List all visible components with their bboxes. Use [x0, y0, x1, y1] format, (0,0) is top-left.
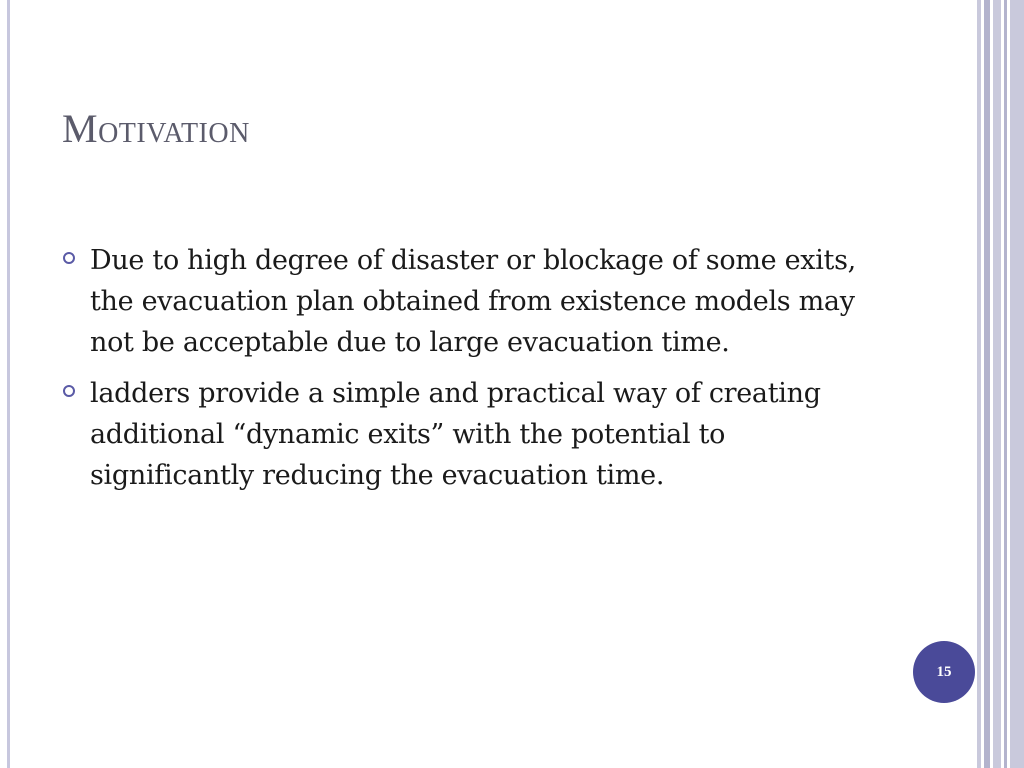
- bullet-item: [62, 373, 882, 496]
- bullet-item: [62, 240, 882, 363]
- right-stripe-4: [1004, 0, 1007, 768]
- right-stripe-5: [1010, 0, 1024, 768]
- bullet-text: Due to high degree of disaster or blockage of some exits, the evacuation plan obtained from existence models may not be acceptable due to large evacuation time.: [90, 245, 856, 358]
- bullet-list: [62, 240, 882, 506]
- bullet-text: ladders provide a simple and practical way of creating additional “dynamic exits” with the potential to significantly reducing the evacuation time.: [90, 378, 821, 491]
- page-number-badge: [913, 641, 975, 703]
- page-number: 15: [936, 663, 952, 680]
- left-border-rule: [7, 0, 10, 768]
- right-stripe-2: [984, 0, 990, 768]
- bullet-circle-icon: [63, 385, 75, 397]
- bullet-circle-icon: [63, 252, 75, 264]
- slide-title: Motivation: [62, 106, 250, 151]
- right-stripe-1: [977, 0, 981, 768]
- right-stripe-3: [993, 0, 1001, 768]
